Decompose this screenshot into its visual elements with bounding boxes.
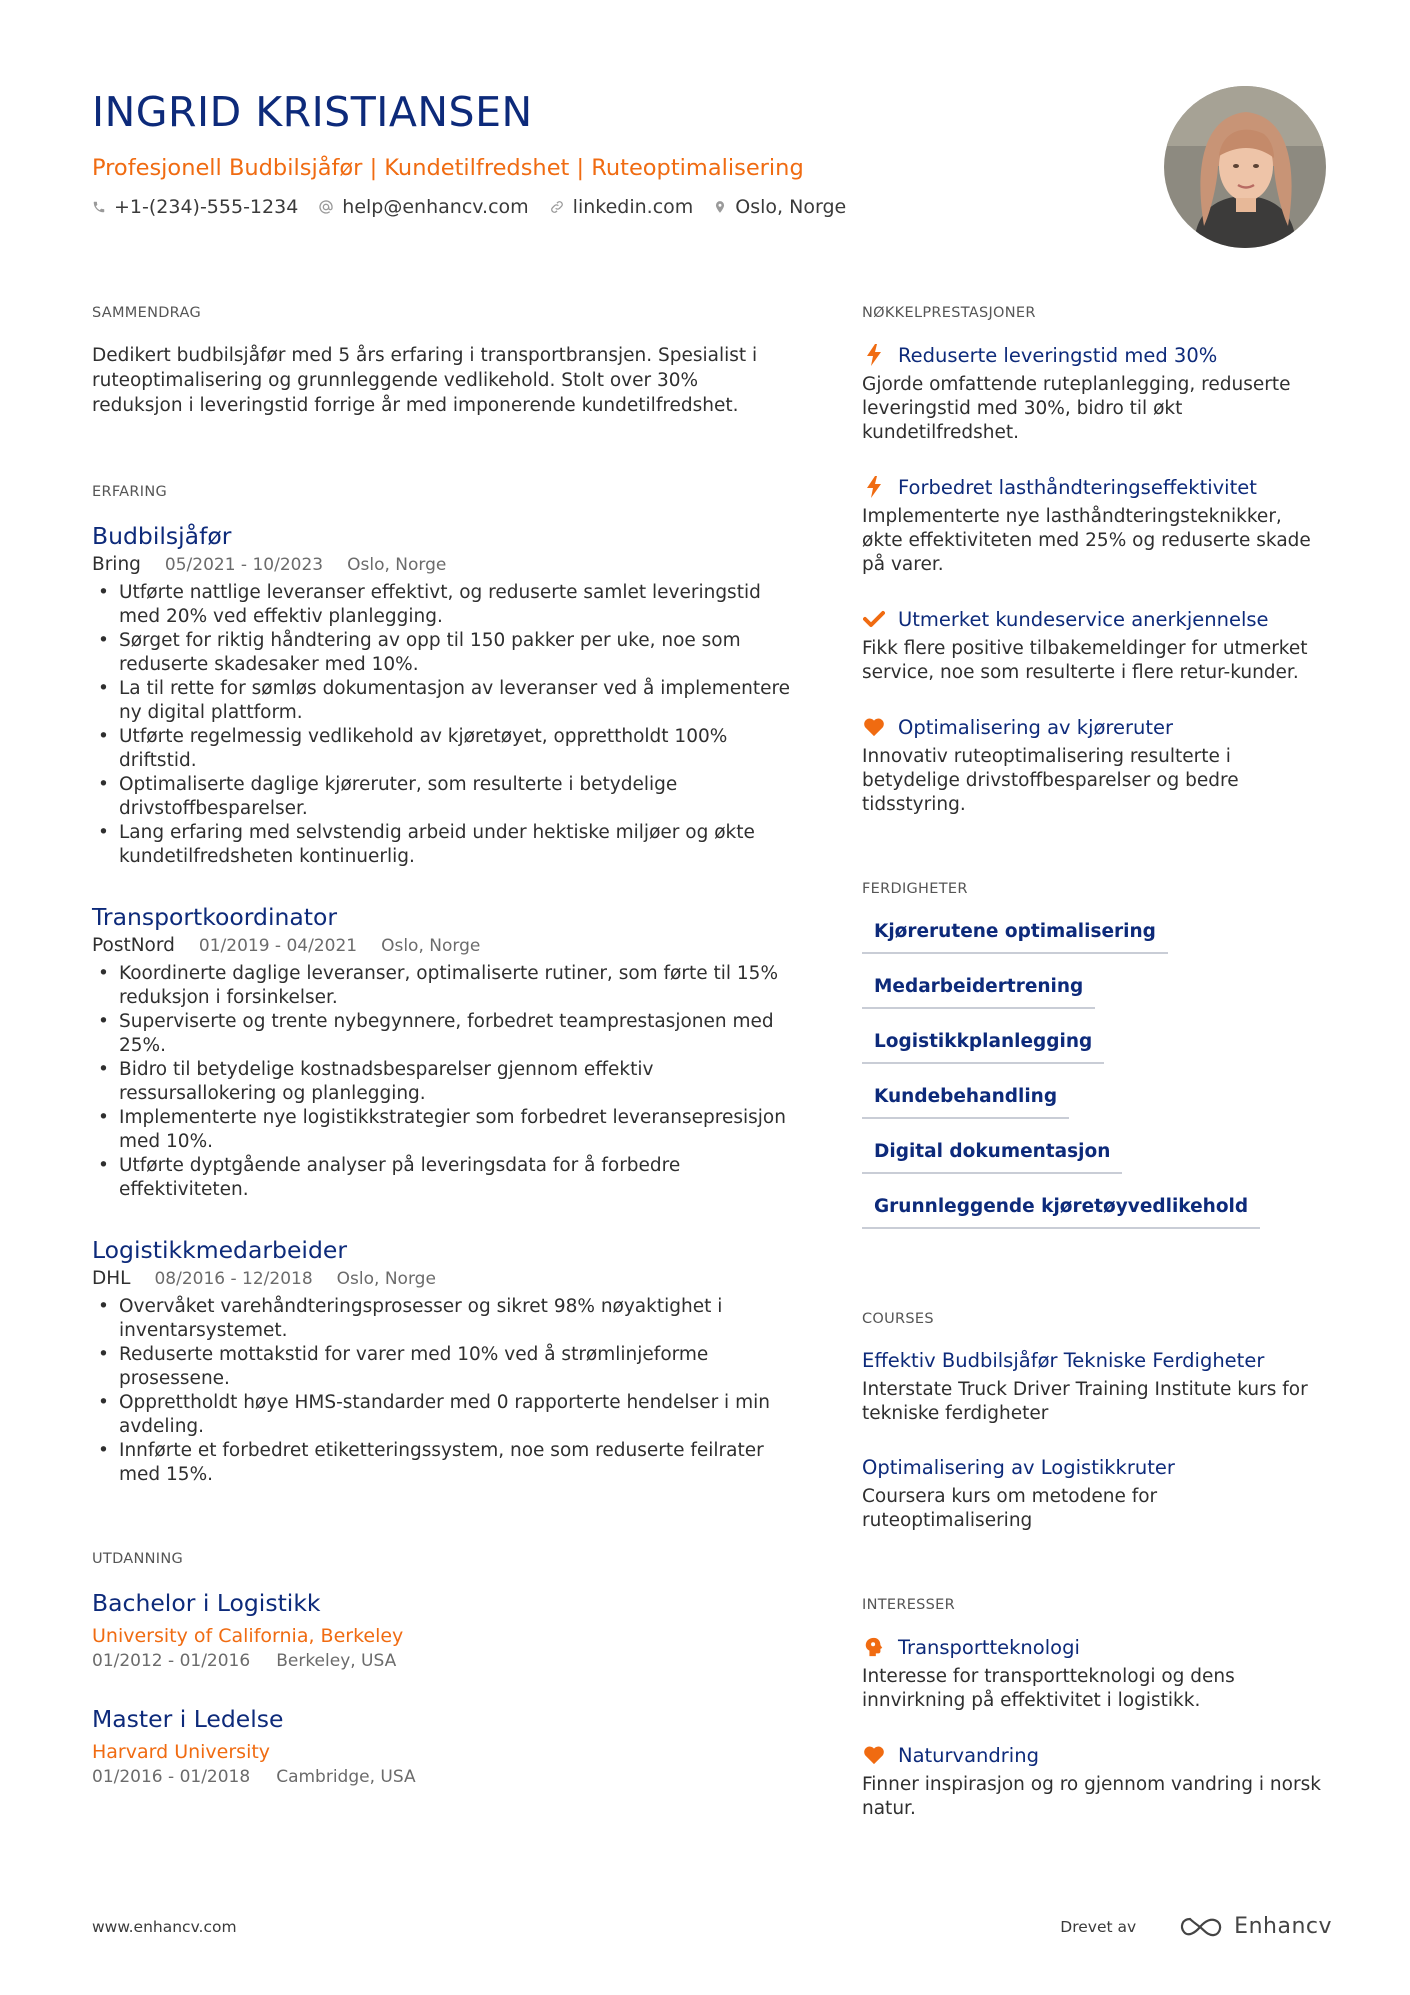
experience-heading: ERFARING <box>92 484 167 500</box>
job-bullet: • Utførte nattlige leveranser effektivt, og reduserte samlet leveringstid med 20% ved effektiv planlegging. <box>92 581 792 629</box>
interest-title: Transportteknologi <box>898 1635 1080 1659</box>
skill-tag: Kjørerutene optimalisering <box>862 915 1168 954</box>
location-pin-icon <box>713 199 727 215</box>
candidate-name: INGRID KRISTIANSEN <box>92 88 533 136</box>
contact-email[interactable] <box>318 196 528 218</box>
skills-heading: FERDIGHETER <box>862 881 968 897</box>
page-footer <box>92 1914 1332 1939</box>
achievement-title: Optimalisering av kjøreruter <box>898 715 1174 739</box>
education-school: Harvard University <box>92 1741 271 1763</box>
achievement-description: Innovativ ruteoptimalisering resulterte i betydelige drivstoffbesparelser og bedre tidsstyring. <box>862 746 1239 815</box>
contact-row <box>92 196 1092 218</box>
job-dates: 08/2016 - 12/2018 <box>154 1269 313 1289</box>
contact-phone[interactable] <box>92 196 298 218</box>
job-location: Oslo, Norge <box>347 555 447 575</box>
summary-heading: SAMMENDRAG <box>92 305 201 321</box>
email-text: help@enhancv.com <box>342 196 529 218</box>
job-company: DHL <box>92 1268 131 1289</box>
job-bullet: • Lang erfaring med selvstendig arbeid under hektiske miljøer og økte kundetilfredsheten kontinuerlig. <box>92 821 792 869</box>
skill-tag: Medarbeidertrening <box>862 970 1095 1009</box>
achievement-entry <box>862 475 1332 577</box>
education-degree: Master i Ledelse <box>92 1705 284 1733</box>
course-title: Effektiv Budbilsjåfør Tekniske Ferdigheter <box>862 1349 1265 1372</box>
courses-heading: COURSES <box>862 1311 934 1327</box>
job-meta <box>92 1268 792 1289</box>
heart-icon <box>862 1743 886 1767</box>
job-bullet: • Koordinerte daglige leveranser, optimaliserte rutiner, som førte til 15% reduksjon i forsinkelser. <box>92 962 792 1010</box>
skill-tag: Kundebehandling <box>862 1080 1069 1119</box>
achievement-header <box>862 343 1332 367</box>
education-entry <box>92 1589 792 1671</box>
job-bullets <box>92 581 792 869</box>
job-bullet: • Overvåket varehåndteringsprosesser og sikret 98% nøyaktighet i inventarsystemet. <box>92 1295 792 1343</box>
education-meta <box>92 1767 792 1787</box>
link-icon <box>549 199 565 215</box>
education-heading: UTDANNING <box>92 1551 184 1567</box>
job-title: Budbilsjåfør <box>92 522 232 550</box>
skills-list <box>862 915 1332 1245</box>
job-entry <box>92 903 792 1202</box>
job-bullet: • Utførte regelmessig vedlikehold av kjøretøyet, opprettholdt 100% driftstid. <box>92 725 792 773</box>
education-school: University of California, Berkeley <box>92 1625 404 1647</box>
job-bullet: • Sørget for riktig håndtering av opp til 150 pakker per uke, noe som reduserte skadesaker med 10%. <box>92 629 792 677</box>
job-title: Logistikkmedarbeider <box>92 1236 347 1264</box>
achievement-header <box>862 475 1332 499</box>
brand-name: Enhancv <box>1234 1914 1332 1939</box>
achievement-title: Reduserte leveringstid med 30% <box>898 343 1218 367</box>
enhancv-logo[interactable] <box>1178 1914 1332 1939</box>
left-column <box>92 305 792 1787</box>
interest-description: Interesse for transportteknologi og dens innvirkning på effektivitet i logistikk. <box>862 1666 1235 1711</box>
achievement-entry <box>862 715 1332 817</box>
achievement-entry <box>862 607 1332 685</box>
linkedin-text: linkedin.com <box>572 196 694 218</box>
interest-header <box>862 1635 1332 1659</box>
footer-branding <box>1060 1914 1332 1939</box>
brain-icon <box>862 1635 886 1659</box>
interest-entry <box>862 1635 1332 1713</box>
job-location: Oslo, Norge <box>381 936 481 956</box>
course-description: Interstate Truck Driver Training Institute kurs for tekniske ferdigheter <box>862 1379 1308 1424</box>
education-meta <box>92 1651 792 1671</box>
resume-header <box>92 88 1092 218</box>
skill-tag: Grunnleggende kjøretøyvedlikehold <box>862 1190 1260 1229</box>
job-location: Oslo, Norge <box>336 1269 436 1289</box>
enhancv-logo-icon <box>1178 1915 1224 1939</box>
contact-location <box>713 196 846 218</box>
job-meta <box>92 935 792 956</box>
job-entry <box>92 522 792 869</box>
job-bullet: • Innførte et forbedret etiketteringssystem, noe som reduserte feilrater med 15%. <box>92 1439 792 1487</box>
education-entry <box>92 1705 792 1787</box>
right-column <box>862 305 1332 1821</box>
education-location: Berkeley, USA <box>276 1651 397 1671</box>
job-bullet: • Optimaliserte daglige kjøreruter, som resulterte i betydelige drivstoffbesparelser. <box>92 773 792 821</box>
achievement-title: Forbedret lasthåndteringseffektivitet <box>898 475 1257 499</box>
education-location: Cambridge, USA <box>276 1767 416 1787</box>
phone-icon <box>92 200 106 214</box>
achievement-header <box>862 715 1332 739</box>
skill-tag: Digital dokumentasjon <box>862 1135 1122 1174</box>
achievement-title: Utmerket kundeservice anerkjennelse <box>898 607 1269 631</box>
achievement-description: Gjorde omfattende ruteplanlegging, reduserte leveringstid med 30%, bidro til økt kundetilfredshet. <box>862 374 1291 443</box>
at-icon <box>318 199 334 215</box>
job-bullets <box>92 962 792 1202</box>
education-degree: Bachelor i Logistikk <box>92 1589 321 1617</box>
footer-url[interactable]: www.enhancv.com <box>92 1917 237 1936</box>
bolt-icon <box>862 475 886 499</box>
achievement-description: Fikk flere positive tilbakemeldinger for utmerket service, noe som resulterte i flere retur-kunder. <box>862 638 1308 683</box>
profile-photo <box>1164 86 1326 248</box>
job-bullet: • Bidro til betydelige kostnadsbesparelser gjennom effektiv ressursallokering og planlegging. <box>92 1058 792 1106</box>
candidate-headline: Profesjonell Budbilsjåfør | Kundetilfredshet | Ruteoptimalisering <box>92 155 804 181</box>
course-entry <box>862 1349 1332 1426</box>
contact-linkedin[interactable] <box>549 196 694 218</box>
course-title: Optimalisering av Logistikkruter <box>862 1456 1175 1479</box>
interests-heading: INTERESSER <box>862 1597 956 1613</box>
interest-description: Finner inspirasjon og ro gjennom vandring i norsk natur. <box>862 1774 1321 1819</box>
heart-icon <box>862 715 886 739</box>
achievement-entry <box>862 343 1332 445</box>
job-entry <box>92 1236 792 1487</box>
job-bullet: • Implementerte nye logistikkstrategier som forbedret leveransepresisjon med 10%. <box>92 1106 792 1154</box>
powered-by-text: Drevet av <box>1060 1917 1137 1936</box>
job-dates: 01/2019 - 04/2021 <box>198 936 358 956</box>
job-bullet: • Utførte dyptgående analyser på leveringsdata for å forbedre effektiviteten. <box>92 1154 792 1202</box>
skill-tag: Logistikkplanlegging <box>862 1025 1104 1064</box>
job-bullet: • La til rette for sømløs dokumentasjon av leveranser ved å implementere ny digital plattform. <box>92 677 792 725</box>
course-entry <box>862 1456 1332 1533</box>
education-dates: 01/2012 - 01/2016 <box>92 1651 251 1671</box>
phone-text: +1-(234)-555-1234 <box>114 196 299 218</box>
job-bullet: • Reduserte mottakstid for varer med 10% ved å strømlinjeforme prosessene. <box>92 1343 792 1391</box>
education-dates: 01/2016 - 01/2018 <box>92 1767 251 1787</box>
summary-text: Dedikert budbilsjåfør med 5 års erfaring i transportbransjen. Spesialist i ruteoptimalisering og grunnleggende vedlikehold. Stolt over 30% reduksjon i leveringstid forrige år med imponerende kundetilfredshet. <box>92 345 758 416</box>
achievement-description: Implementerte nye lasthåndteringsteknikker, økte effektiviteten med 25% og reduserte skade på varer. <box>862 506 1311 575</box>
achievements-heading: NØKKELPRESTASJONER <box>862 305 1036 321</box>
interest-header <box>862 1743 1332 1767</box>
location-text: Oslo, Norge <box>735 196 847 218</box>
job-company: Bring <box>92 554 141 575</box>
job-bullet: • Opprettholdt høye HMS-standarder med 0 rapporterte hendelser i min avdeling. <box>92 1391 792 1439</box>
job-bullets <box>92 1295 792 1487</box>
achievement-header <box>862 607 1332 631</box>
interest-entry <box>862 1743 1332 1821</box>
check-icon <box>862 607 886 631</box>
interest-title: Naturvandring <box>898 1743 1039 1767</box>
job-title: Transportkoordinator <box>92 903 338 931</box>
bolt-icon <box>862 343 886 367</box>
job-meta <box>92 554 792 575</box>
job-bullet: • Superviserte og trente nybegynnere, forbedret teamprestasjonen med 25%. <box>92 1010 792 1058</box>
course-description: Coursera kurs om metodene for ruteoptimalisering <box>862 1486 1158 1531</box>
job-company: PostNord <box>92 935 175 956</box>
job-dates: 05/2021 - 10/2023 <box>164 555 324 575</box>
